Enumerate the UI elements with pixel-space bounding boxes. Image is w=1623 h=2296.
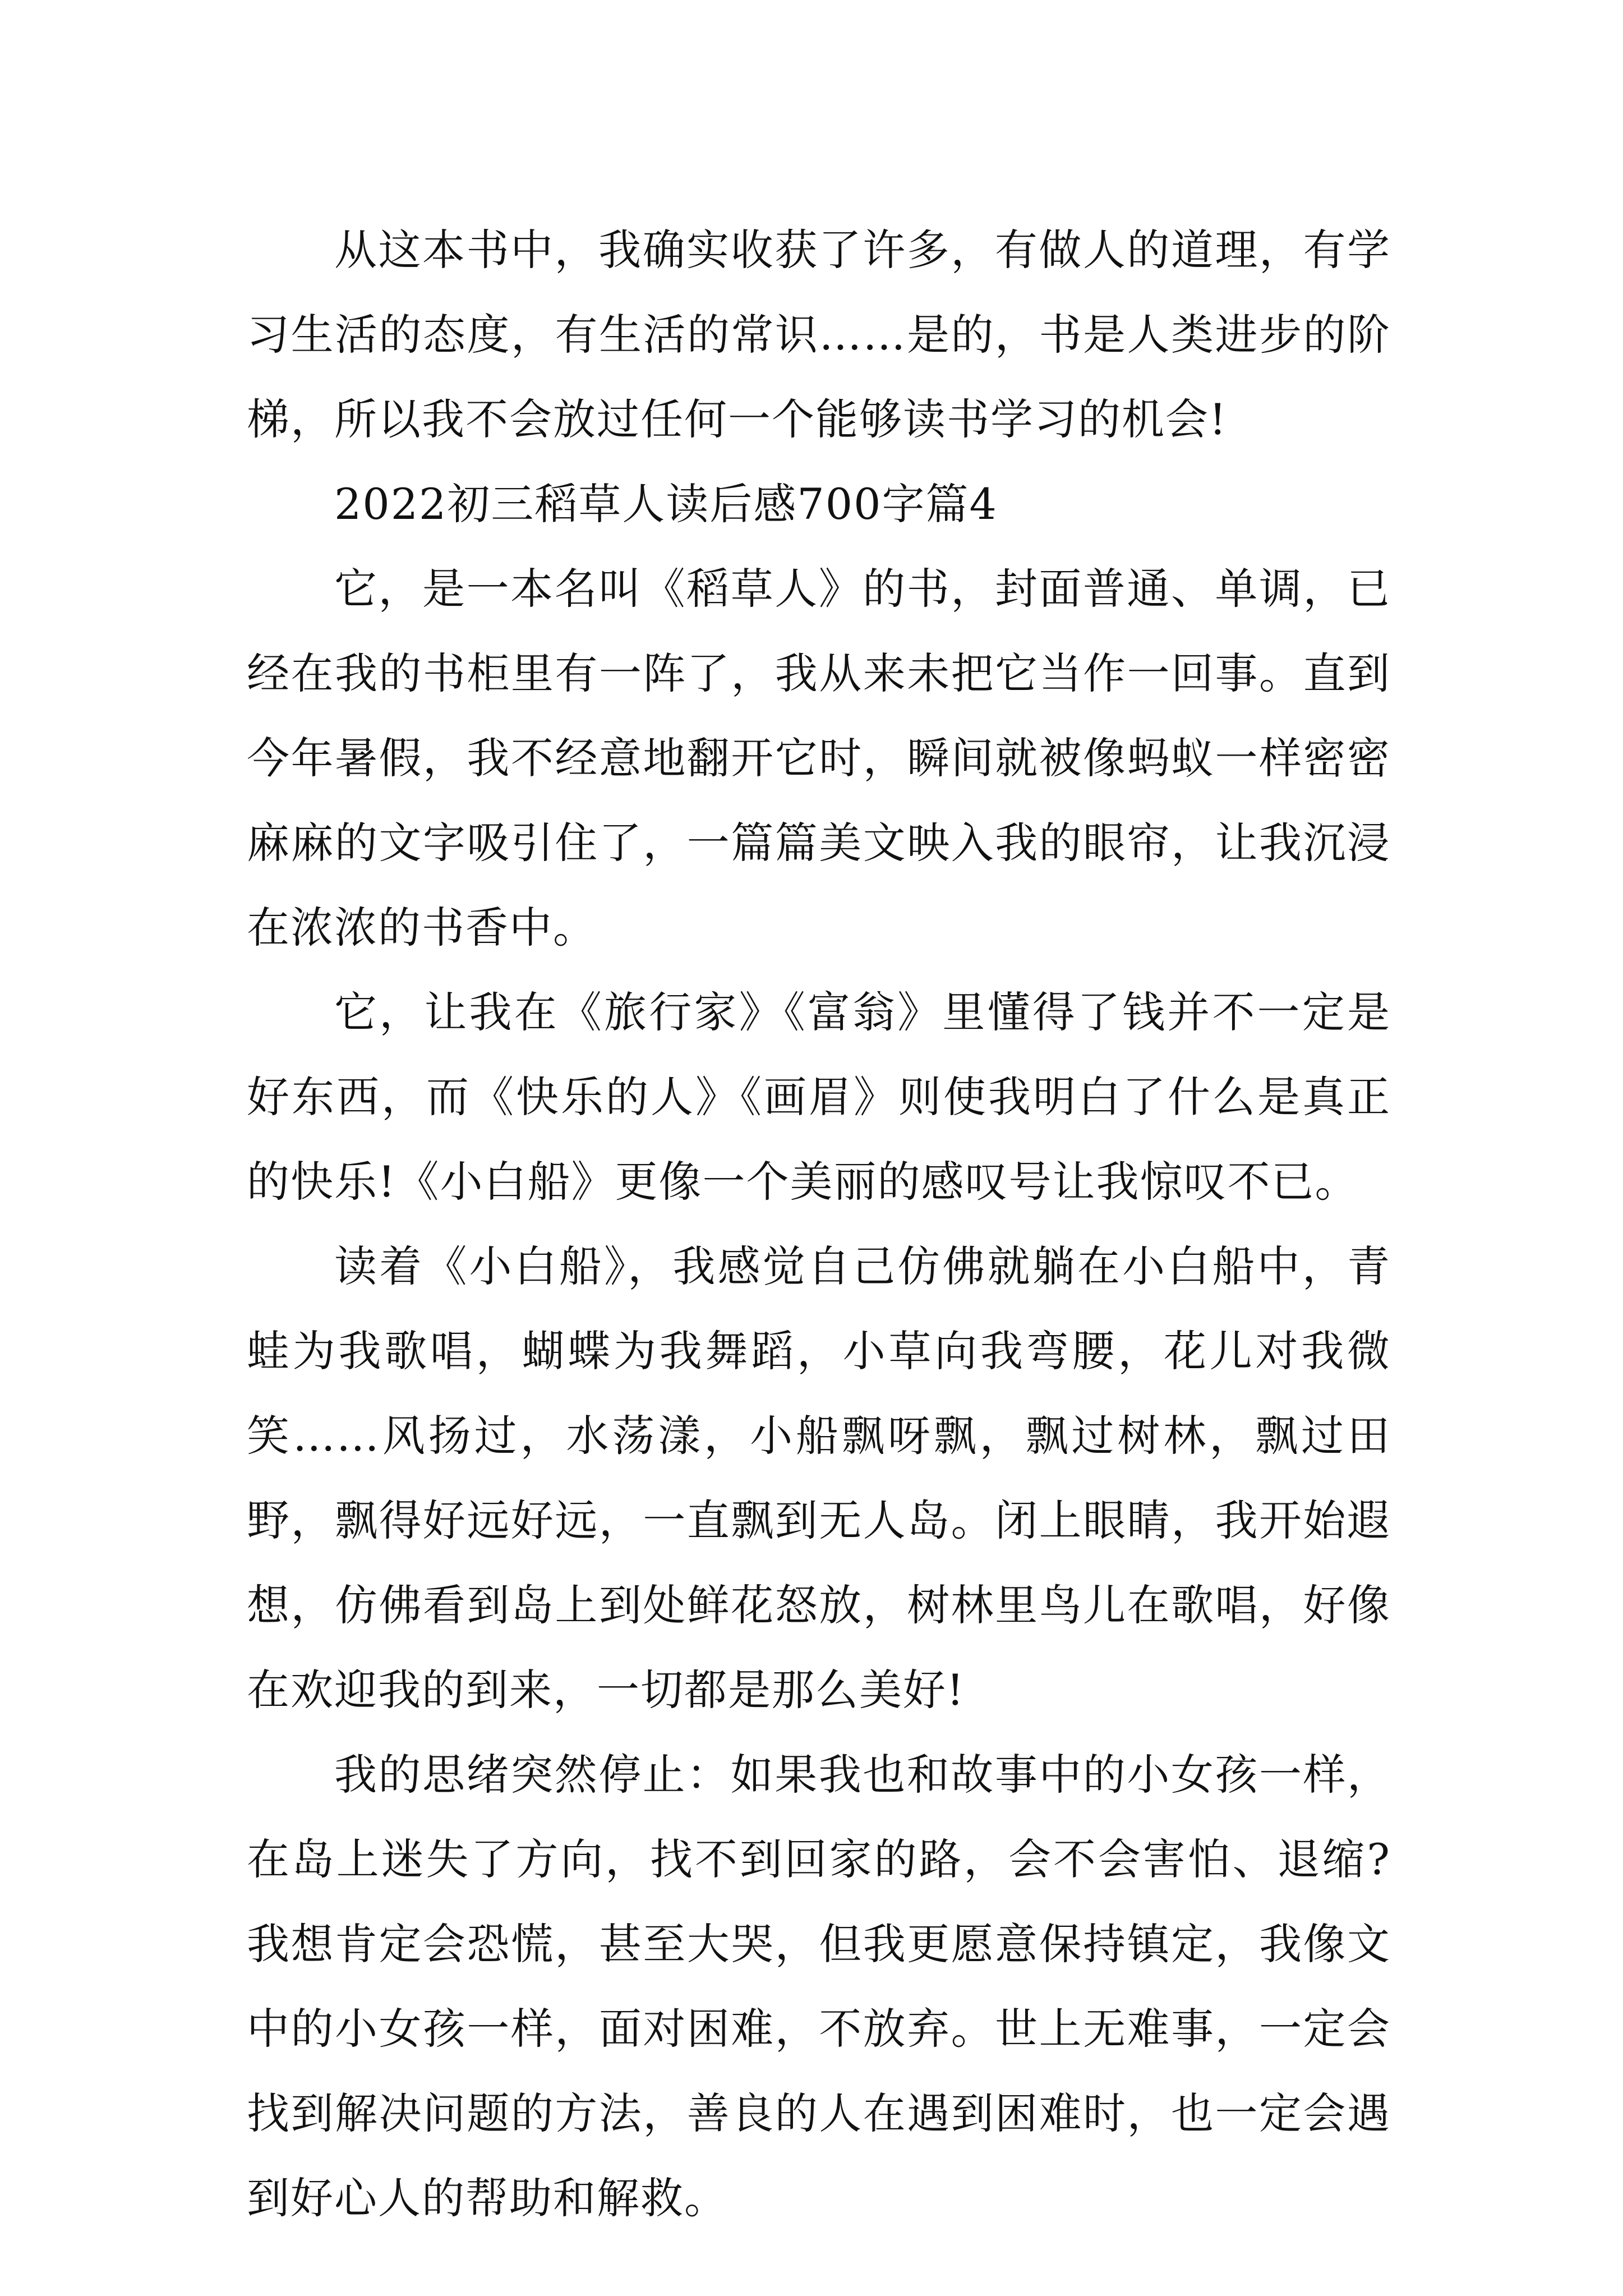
section-heading: 2022初三稻草人读后感700字篇4 [334,479,998,529]
document-body [247,208,1391,2240]
paragraph-conclusion: 从这本书中，我确实收获了许多，有做人的道理，有学习生活的态度，有生活的常识……是的，书是人类进步的阶梯，所以我不会放过任何一个能够读书学习的机会! [247,225,1391,444]
paragraph-white-boat: 读着《小白船》，我感觉自己仿佛就躺在小白船中，青蛙为我歌唱，蝴蝶为我舞蹈，小草向我弯腰，花儿对我微笑……风扬过，水荡漾，小船飘呀飘，飘过树林，飘过田野，飘得好远好远，一直飘到无人岛。闭上眼睛，我开始遐想，仿佛看到岛上到处鲜花怒放，树林里鸟儿在歌唱，好像在欢迎我的到来，一切都是那么美好! [247,1241,1391,1715]
paragraph-reflection: 我的思绪突然停止：如果我也和故事中的小女孩一样，在岛上迷失了方向，找不到回家的路，会不会害怕、退缩?我想肯定会恐慌，甚至大哭，但我更愿意保持镇定，我像文中的小女孩一样，面对困难，不放弃。世上无难事，一定会找到解决问题的方法，善良的人在遇到困难时，也一定会遇到好心人的帮助和解救。 [247,1750,1391,2223]
paragraph-lessons: 它，让我在《旅行家》《富翁》里懂得了钱并不一定是好东西，而《快乐的人》《画眉》则使我明白了什么是真正的快乐!《小白船》更像一个美丽的感叹号让我惊叹不已。 [247,987,1391,1207]
paragraph-intro: 它，是一本名叫《稻草人》的书，封面普通、单调，已经在我的书柜里有一阵了，我从来未把它当作一回事。直到今年暑假，我不经意地翻开它时，瞬间就被像蚂蚁一样密密麻麻的文字吸引住了，一篇篇美文映入我的眼帘，让我沉浸在浓浓的书香中。 [247,564,1391,953]
